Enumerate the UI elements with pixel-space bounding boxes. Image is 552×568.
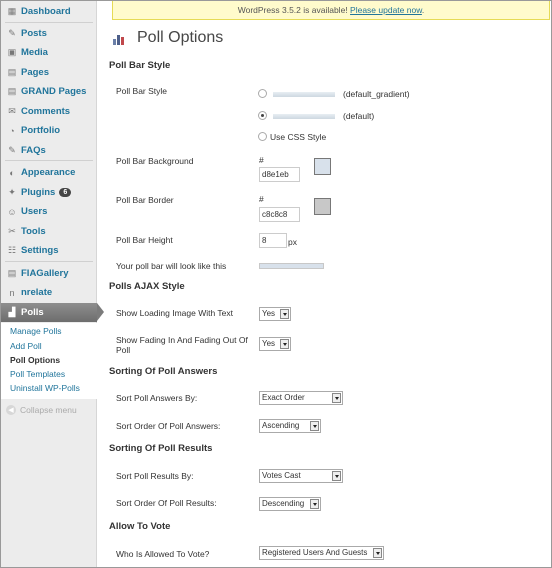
users-icon: ☺ <box>7 206 17 217</box>
update-now-link[interactable]: Please update now <box>350 5 422 15</box>
posts-icon: ✎ <box>8 28 16 38</box>
sort-answers-by-label: Sort Poll Answers By: <box>116 393 198 403</box>
sidebar-item-plugins[interactable] <box>1 183 97 202</box>
bar-style-radio-default[interactable] <box>258 111 267 120</box>
settings-icon: ☷ <box>7 245 17 255</box>
submenu-poll-options[interactable]: Poll Options <box>10 355 61 365</box>
sidebar-item-label: Dashboard <box>21 6 71 17</box>
menu-separator <box>5 22 93 23</box>
nrelate-icon: n <box>9 287 15 298</box>
bar-style-option-label: (default_gradient) <box>343 89 410 99</box>
sidebar-item-fiagallery[interactable] <box>1 264 97 283</box>
sidebar-item-label: Settings <box>21 245 59 256</box>
section-heading-ajax-style: Polls AJAX Style <box>109 281 185 292</box>
sidebar-item-label: GRAND Pages <box>21 86 87 97</box>
dropdown-arrow-icon <box>310 499 319 509</box>
sidebar-item-comments[interactable] <box>1 102 97 121</box>
menu-separator <box>5 261 93 262</box>
sidebar-item-nrelate[interactable] <box>1 283 97 302</box>
admin-sidebar <box>1 1 97 567</box>
sidebar-item-label: Posts <box>21 28 47 39</box>
collapse-menu-label: Collapse menu <box>20 405 77 415</box>
sort-results-by-label: Sort Poll Results By: <box>116 471 194 481</box>
update-nag <box>112 1 550 20</box>
sort-answers-by-select[interactable] <box>259 391 343 405</box>
sort-answers-order-label: Sort Order Of Poll Answers: <box>116 421 221 431</box>
show-loading-select[interactable] <box>259 307 291 321</box>
poll-bar-background-input[interactable]: d8e1eb <box>259 167 300 182</box>
bar-style-radio-css[interactable] <box>258 132 267 141</box>
dropdown-arrow-icon <box>280 309 289 319</box>
dropdown-arrow-icon <box>332 393 341 403</box>
sidebar-item-label: Comments <box>21 106 71 117</box>
dropdown-arrow-icon <box>373 548 382 558</box>
update-nag-text: WordPress 3.5.2 is available! <box>237 5 348 15</box>
poll-bar-border-input[interactable]: c8c8c8 <box>259 207 300 222</box>
select-value: Registered Users And Guests <box>262 548 368 557</box>
show-fading-select[interactable] <box>259 337 291 351</box>
submenu-manage-polls[interactable]: Manage Polls <box>10 326 62 336</box>
sidebar-item-label: nrelate <box>21 287 53 298</box>
who-can-vote-select[interactable] <box>259 546 384 560</box>
faqs-icon: ✎ <box>8 145 16 155</box>
bar-style-option-label: (default) <box>343 111 375 121</box>
section-heading-allow-vote: Allow To Vote <box>109 521 171 532</box>
poll-bar-preview <box>259 263 324 269</box>
select-value: Yes <box>262 339 276 348</box>
dashboard-icon: ▦ <box>7 6 17 16</box>
polls-icon <box>112 32 126 46</box>
sort-answers-order-select[interactable] <box>259 419 321 433</box>
sidebar-item-label: Plugins <box>21 187 56 198</box>
sidebar-item-settings[interactable] <box>1 241 97 260</box>
poll-bar-background-label: Poll Bar Background <box>116 156 194 166</box>
sidebar-item-polls[interactable] <box>1 303 97 322</box>
dropdown-arrow-icon <box>280 339 289 349</box>
hash-symbol: # <box>259 155 264 165</box>
sidebar-item-label: Pages <box>21 67 49 78</box>
select-value: Yes <box>262 309 276 318</box>
gallery-icon: ▤ <box>7 268 17 278</box>
comments-icon: ✉ <box>8 106 16 116</box>
height-unit-label: px <box>288 237 297 247</box>
section-heading-bar-style: Poll Bar Style <box>109 60 171 71</box>
sidebar-item-pages[interactable] <box>1 63 97 82</box>
who-can-vote-label: Who Is Allowed To Vote? <box>116 549 210 559</box>
poll-bar-height-label: Poll Bar Height <box>116 235 173 245</box>
polls-icon: ▟ <box>8 307 16 317</box>
sidebar-item-dashboard[interactable] <box>1 2 97 21</box>
sort-results-by-select[interactable] <box>259 469 343 483</box>
sidebar-item-posts[interactable] <box>1 24 97 43</box>
sidebar-item-label: FIAGallery <box>21 268 69 279</box>
dropdown-arrow-icon <box>332 471 341 481</box>
select-value: Ascending <box>262 421 300 430</box>
sidebar-item-label: Users <box>21 206 48 217</box>
select-value: Descending <box>262 499 305 508</box>
select-value: Votes Cast <box>262 471 301 480</box>
sidebar-item-media[interactable] <box>1 43 97 62</box>
page-title: Poll Options <box>137 29 224 46</box>
sidebar-item-faqs[interactable] <box>1 141 97 160</box>
submenu-poll-templates[interactable]: Poll Templates <box>10 369 66 379</box>
pages-icon: ▤ <box>7 86 17 96</box>
collapse-arrow-icon: ◀ <box>6 405 16 415</box>
plugins-icon: ✦ <box>8 187 16 197</box>
sidebar-item-label: Tools <box>21 226 46 237</box>
poll-bar-preview-label: Your poll bar will look like this <box>116 261 227 271</box>
poll-bar-border-label: Poll Bar Border <box>116 195 174 205</box>
update-nag-period: . <box>421 5 425 15</box>
show-loading-label: Show Loading Image With Text <box>116 308 234 318</box>
select-value: Exact Order <box>262 393 305 402</box>
bar-preview-default-gradient <box>273 92 335 97</box>
appearance-icon: ◐ <box>9 167 15 178</box>
poll-bar-height-input[interactable]: 8 <box>259 233 287 248</box>
sidebar-item-portfolio[interactable] <box>1 121 97 140</box>
portfolio-icon: ◔ <box>9 125 15 136</box>
sort-results-order-select[interactable] <box>259 497 321 511</box>
polls-submenu <box>1 323 97 399</box>
show-fading-label: Show Fading In And Fading Out Of Poll <box>116 335 248 355</box>
update-count-badge: 6 <box>59 188 71 197</box>
bar-preview-default <box>273 114 335 119</box>
hash-symbol: # <box>259 194 264 204</box>
border-color-swatch <box>314 198 331 215</box>
sort-results-order-label: Sort Order Of Poll Results: <box>116 498 217 508</box>
sidebar-item-users[interactable] <box>1 202 97 221</box>
section-heading-sort-answers: Sorting Of Poll Answers <box>109 366 218 377</box>
menu-separator <box>5 160 93 161</box>
submenu-uninstall-wp-polls[interactable]: Uninstall WP-Polls <box>10 383 80 393</box>
pages-icon: ▤ <box>7 67 17 77</box>
sidebar-item-grand-pages[interactable] <box>1 82 97 101</box>
sidebar-item-tools[interactable] <box>1 222 97 241</box>
sidebar-item-label: FAQs <box>21 145 46 156</box>
sidebar-item-appearance[interactable] <box>1 163 97 182</box>
dropdown-arrow-icon <box>310 421 319 431</box>
background-color-swatch <box>314 158 331 175</box>
poll-bar-style-label: Poll Bar Style <box>116 86 168 96</box>
bar-style-radio-default-gradient[interactable] <box>258 89 267 98</box>
sidebar-item-label: Media <box>21 47 48 58</box>
bar-style-option-label: Use CSS Style <box>270 132 327 142</box>
sidebar-item-label: Appearance <box>21 167 76 178</box>
section-heading-sort-results: Sorting Of Poll Results <box>109 443 213 454</box>
tools-icon: ✂ <box>8 226 16 236</box>
media-icon: ▣ <box>7 47 17 57</box>
submenu-add-poll[interactable]: Add Poll <box>10 341 42 351</box>
sidebar-item-label: Polls <box>21 307 44 318</box>
sidebar-item-label: Portfolio <box>21 125 61 136</box>
collapse-menu-button[interactable] <box>6 405 77 415</box>
